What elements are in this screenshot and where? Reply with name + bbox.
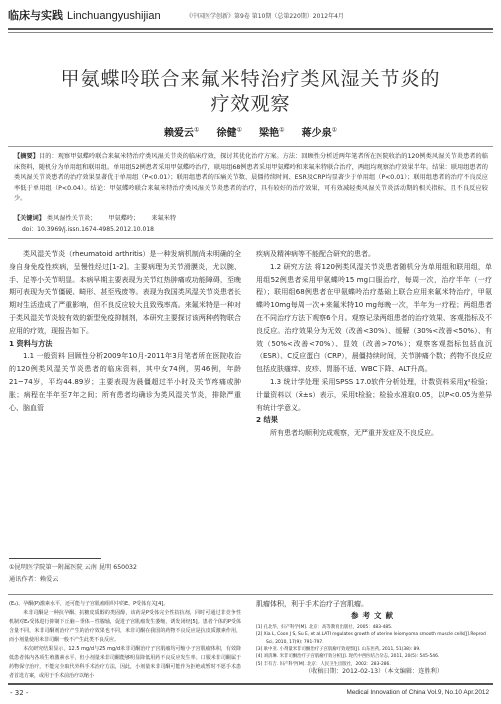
footnote-rule [9, 558, 101, 559]
paragraph: 肌瘤体积，利于手术治疗子宫肌瘤。 [256, 600, 368, 608]
header-rule-thin [8, 32, 493, 33]
keyword: 来氟米特 [151, 215, 177, 222]
header-rule [8, 28, 493, 30]
paragraph: (E₂)、孕酮(P)激素水平，还可能与子宫肌瘤组织中的E、P受体有关[4]。 [9, 601, 169, 607]
paragraph: 疾病及精神病等不能配合研究的患者。 [256, 250, 375, 258]
paragraph: 本次研究结果显示，12.5 mg/d与25 mg/d米非司酮治疗子宫肌瘤均可缩小子宫肌瘤体积，有效降低患者体内各项生殖激素水平，但小剂量米非司酮能够明显降低用药不良反应发生率。口服米非司酮属于药物保守治疗，不能完全取代外科手术治疗方法，因此，小剂量米非司酮可能作为拒绝或暂时不愿手术患者首选方案，或用于手术前治疗以缩小 [9, 646, 241, 680]
references-title: 参考文献 [351, 611, 397, 620]
page-number: - 32 - [10, 689, 29, 697]
abstract-label: 【摘要】 [14, 153, 39, 160]
section-heading: 1 资料与方法 [9, 338, 53, 348]
keyword: 甲氨蝶呤； [108, 215, 140, 222]
references-list [256, 624, 492, 668]
paragraph: 类风湿关节炎（rheumatoid arthritis）是一种发病机制尚未明确的全身自身免疫性疾病，呈慢性经过[1-2]。主要病理为关节滑膜炎，尤以腕、手、足等小关节明显。本病早期主要表现为关节红热肿痛或功能障碍，至晚期可表现为关节僵硬、畸形、甚至残废等。表现为我国类风湿关节炎患者长期对生活造成了严重影响，但不良反应较大且致残率高。来氟米特是一种对于类风湿关节炎较有效的新型免疫抑制剂，本研究主要探讨该两种药物联合应用的疗效，现报告如下。 [9, 250, 241, 335]
section-label-pinyin: Linchuangyushijian [67, 10, 161, 22]
reference-item: [3] 耿中亚. 小剂量米非司酮治疗子宫肌瘤疗效观察[J]. 山东医药, 2011, 51(38): 89. [256, 647, 421, 653]
corresponding-author-footnote: 通讯作者：赖爱云 [9, 576, 59, 583]
keywords-label: 【关键词】 [14, 215, 45, 222]
footer-rule [8, 683, 493, 685]
bottom-right-text [256, 598, 492, 611]
author: 蒋少泉① [301, 126, 338, 139]
running-header [0, 0, 501, 36]
paragraph: 米非司酮是一种抗孕酮、抗糖皮质醇的类固醇，该药是P受体完全性拮抗剂，同时可通过非竞争性机制对E₂受体进行抑制下丘脑－垂体－性腺轴，促进子宫肌瘤发生萎缩，诱发闭经[5]。患者个体的P受体含量不同，米非司酮剂治疗产生的治疗效果也不同，米非司酮在我国的药物不良反应是抗皮质激素作用，而小剂量使用米非司酮一般不产生此类不良反应。 [9, 610, 241, 644]
author: 梁艳① [259, 126, 285, 139]
author-list [0, 124, 501, 139]
author: 赖爱云① [163, 126, 200, 139]
section-heading: 2 结果 [256, 415, 278, 425]
paragraph: 1.3 统计学处理 采用SPSS 17.0软件分析处理，计数资料采用χ²检验；计量资料以（x̄±s）表示，采用t检验；检验水准取0.05，以P<0.05为差异有统计学意义。 [256, 377, 492, 412]
issue-info: 《中国医学创新》第9卷 第10期（总第220期）2012年4月 [186, 13, 344, 20]
article-title-line2: 疗效观察 [210, 93, 291, 115]
received-date: （收稿日期：2012-02-13）（本文编辑：连胜利） [304, 668, 444, 675]
left-column [9, 248, 241, 414]
doi: doi：10.3969/j.issn.1674-4985.2012.10.018 [22, 226, 154, 233]
abstract-text: 目的：观察甲氨蝶呤联合来氟米特治疗类风湿关节炎的临床疗效，探讨其优化治疗方案。方法：回顾性分析近两年笔者所在医院收治的120例类风湿关节炎患者的临床资料，随机分为单用组和联用组。单用组52例患者采用甲氨蝶呤治疗，联用组68例患者采用甲氨蝶呤和来氟米特联合治疗，两组均观察治疗效果半年。结果：联用组患者的类风湿关节炎患者的治疗效果显著优于单用组（P<0.01）；联用组患者的压痛关节数、晨僵持续时间、ESR及CRP均显著少于单用组（P<0.01）；联用组患者的治疗不良反应率低于单用组（P<0.04）。结论：甲氨蝶呤联合来氟米特治疗类风湿关节炎患者的治疗，具有较好的治疗效果，可有效减轻类风湿关节炎活动期的相关指标，且不良反应较少。 [14, 153, 488, 203]
bottom-left-column [9, 600, 241, 681]
abstract-top-rule [8, 146, 493, 147]
journal-english-name: Medical Innovation of China Vol.9, No.10 Apr.2012 [346, 689, 489, 696]
paragraph: 1.1 一般资料 回顾性分析2009年10月-2011年3月笔者所在医院收治的120例类风湿关节炎患者的临床资料，其中女74例，男46例，年龄21~74岁，平均44.89岁；主要表现为晨僵超过半小时及关节疼痛或肿胀；病程在半年至7年之间；所有患者均确诊为类风湿关节炎，排除严重心、脑血管 [9, 352, 241, 412]
keyword: 类风湿性关节炎； [46, 215, 97, 222]
reference-item: [4] 刘清琳. 米非司酮治疗子宫肌瘤疗效分析[J]. 现代中西医结合杂志, 2011, 20(5): 545-546. [256, 654, 440, 660]
abstract [14, 152, 488, 205]
section-label-cn: 临床与实践 [8, 9, 63, 22]
reference-item: [5] 丰有吉. 妇产科学[M]. 北京：人民卫生出版社，2002：283-286. [256, 661, 391, 667]
abstract-bottom-rule [8, 238, 493, 239]
article-separator [8, 594, 493, 595]
author: 徐健① [216, 126, 242, 139]
paragraph: 所有患者均顺利完成观察，无严重并发症及不良反应。 [270, 429, 438, 438]
keywords [14, 213, 186, 222]
paragraph: 1.2 研究方法 将120例类风湿关节炎患者随机分为单用组和联用组，单用组52例患者采用甲氨蝶呤15 mg口服治疗，每周一次，治疗半年（一疗程）；联用组68例患者在甲氨蝶呤治疗基础上联合应用来氟米特治疗，甲氨蝶呤10mg每周一次+来氟米特10 mg每晚一次，半年为一疗程；两组患者在不同治疗方法下观察6个月。观察记录两组患者的治疗效果、客观指标及不良反应。治疗效果分为无效（改善<30%）、缓解（30%<改善<50%）、有效（50%<改善<70%）、显效（改善>70%）；观察客观指标包括血沉（ESR）、C反应蛋白（CRP），晨僵持续时间，关节肿痛个数；药物不良反应包括皮肤瘙痒、皮疹、胃肠不适、WBC下降、ALT升高。 [256, 262, 492, 374]
reference-item: [2] Xia L, Coon J S, Su E, et al.LATI regulates growth of uterine leiomyoma smooth muscle cells[J].Reprod Sci, 2010, 17(9): 791-797. [256, 632, 486, 645]
affiliation-footnote: ①昆明医学院第一附属医院 云南 昆明 650032 [9, 564, 137, 571]
article-title-line1: 甲氨蝶呤联合来氟米特治疗类风湿关节炎的 [60, 68, 441, 90]
reference-item: [1] 孔北华，妇产科学[M]. 北京：高等教育出版社，2005：483-485. [256, 625, 393, 630]
right-column [256, 248, 492, 440]
section-label [8, 7, 161, 23]
